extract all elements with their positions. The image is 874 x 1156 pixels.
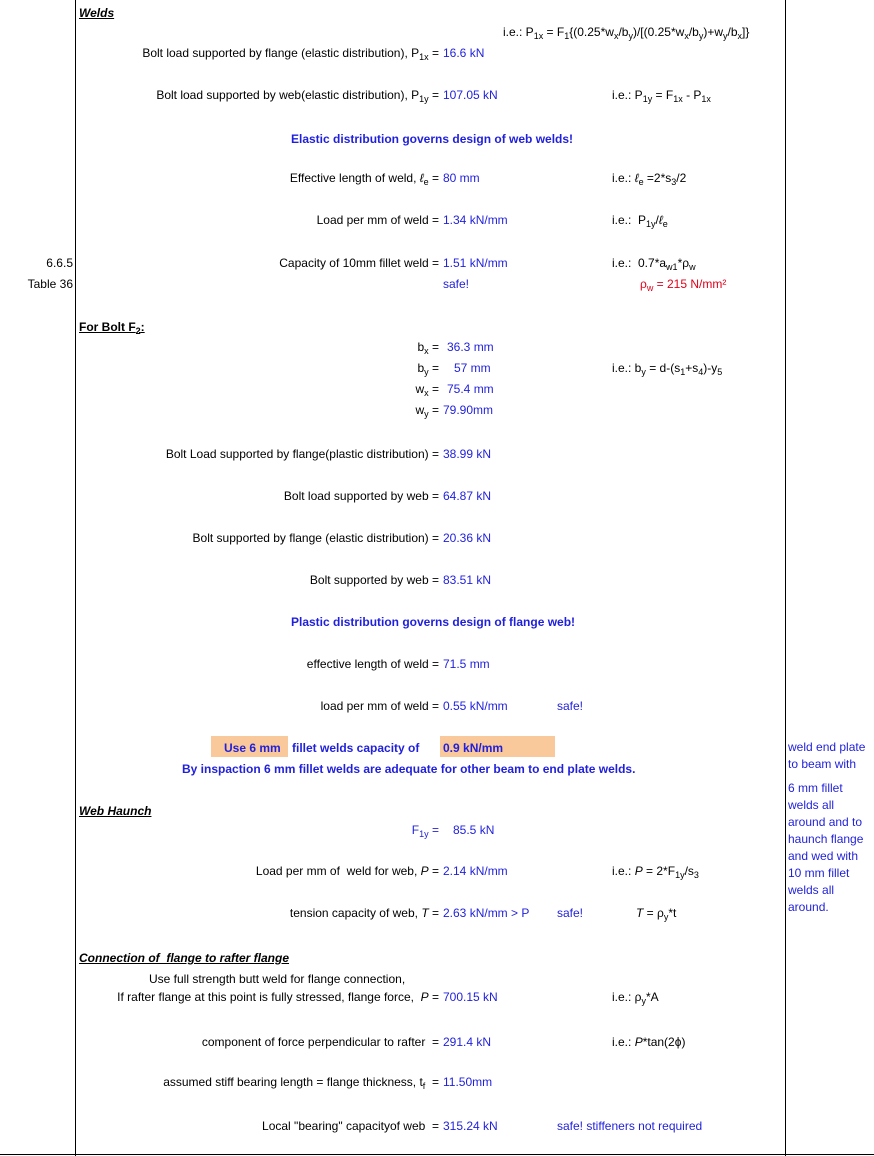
wx-label: $w_x$ =	[415, 382, 439, 398]
welds-heading: Welds	[79, 6, 115, 20]
haunch-load-formula: i.e.: $P = 2*F_{1y}/s_3$	[612, 864, 699, 880]
tension-value: 2.63 kN/mm > P	[443, 906, 530, 920]
web-elastic-value: 83.51 kN	[443, 573, 492, 587]
flange-plastic-label: Bolt Load supported by flange(plastic distribution) =	[165, 447, 439, 461]
side-note-1: weld end plate to beam with	[788, 740, 866, 771]
web-elastic-label: Bolt supported by web =	[309, 573, 439, 587]
p1x-value: 16.6 kN	[443, 46, 485, 60]
capacity-value: 1.51 kN/mm	[443, 256, 508, 270]
bx-value: 36.3 mm	[447, 340, 494, 354]
capacity-label: Capacity of 10mm fillet weld =	[279, 256, 439, 270]
use-mid-text: fillet welds capacity of	[292, 741, 420, 755]
flange-force-formula: i.e.: $\rho_y*A$	[612, 990, 659, 1006]
welds-load-mm-label: Load per mm of weld =	[316, 213, 439, 227]
capacity-status: safe!	[443, 277, 470, 291]
welds-eff-len-label: Effective length of weld, ℓ$_e$ =	[289, 171, 439, 187]
flange-force-label: If rafter flange at this point is fully stressed, flange force, P =	[117, 990, 439, 1004]
by-formula: i.e.: $b_y = d-(s_1+s_4)-y_5$	[612, 361, 723, 377]
flange-plastic-value: 38.99 kN	[443, 447, 492, 461]
f1y-label: $F_{1y}$ =	[411, 823, 439, 839]
haunch-load-value: 2.14 kN/mm	[443, 864, 508, 878]
bx-label: $b_x$ =	[417, 340, 439, 356]
bearing-cap-label: Local "bearing" capacityof web =	[262, 1119, 439, 1133]
wx-value: 75.4 mm	[447, 382, 494, 396]
tension-formula: $T = \rho_y*t$	[636, 906, 677, 922]
p1x-label: Bolt load supported by flange (elastic distribution), $P_{1x}$ =	[142, 46, 439, 62]
bearing-len-label: assumed stiff bearing length = flange thickness, $t_f$ =	[163, 1075, 439, 1091]
tension-status: safe!	[557, 906, 584, 920]
bearing-cap-value: 315.24 kN	[443, 1119, 498, 1133]
f2-eff-len-label: effective length of weld =	[306, 657, 439, 671]
welds-load-mm-value: 1.34 kN/mm	[443, 213, 508, 227]
flange-elastic-label: Bolt supported by flange (elastic distribution) =	[192, 531, 439, 545]
bottom-border	[0, 1154, 874, 1155]
perp-formula: i.e.: P*tan(2ϕ)	[612, 1035, 686, 1049]
web-plastic-label: Bolt load supported by web =	[283, 489, 439, 503]
f2-load-mm-value: 0.55 kN/mm	[443, 699, 508, 713]
perp-label: component of force perpendicular to rafter =	[201, 1035, 439, 1049]
capacity-formula: i.e.: $0.7*a_{w1}*\rho_w$	[612, 256, 696, 272]
by-label: $b_y$ =	[417, 361, 439, 377]
f1y-value: 85.5 kN	[453, 823, 495, 837]
web-plastic-value: 64.87 kN	[443, 489, 492, 503]
tension-label: tension capacity of web, T =	[289, 906, 439, 920]
haunch-load-label: Load per mm of weld for web, P =	[255, 864, 439, 878]
p1y-label: Bolt load supported by web(elastic distribution), $P_{1y}$ =	[156, 88, 439, 104]
elastic-note: Elastic distribution governs design of web welds!	[291, 132, 574, 146]
bolt-f2-heading: For Bolt $F_2$:	[79, 320, 145, 336]
side-note-2: 6 mm fillet welds all around and to haunch flange and wed with 10 mm fillet welds all around.	[788, 781, 864, 914]
left-column-divider	[75, 0, 76, 1156]
connection-heading: Connection of flange to rafter flange	[79, 951, 290, 965]
wy-value: 79.90mm	[443, 403, 494, 417]
flange-elastic-value: 20.36 kN	[443, 531, 492, 545]
clause-ref: 6.6.5	[46, 256, 73, 270]
bearing-len-value: 11.50mm	[443, 1075, 493, 1089]
p1y-formula: i.e.: $P_{1y} = F_{1x} - P_{1x}$	[612, 88, 711, 104]
web-haunch-heading: Web Haunch	[79, 804, 152, 818]
welds-eff-len-formula: i.e.: ℓ$_e$ $=2*s_3/2$	[612, 171, 687, 187]
f2-eff-len-value: 71.5 mm	[443, 657, 490, 671]
butt-weld-note: Use full strength butt weld for flange connection,	[149, 972, 406, 986]
table-ref: Table 36	[27, 277, 73, 291]
f2-load-mm-label: load per mm of weld =	[320, 699, 439, 713]
wy-label: $w_y$ =	[415, 403, 439, 419]
welds-load-mm-formula: i.e.: $P_{1y}/\ell_e$	[612, 213, 668, 229]
rho-w-value: $\rho_w = 215$ N/mm²	[640, 277, 727, 293]
by-value: 57 mm	[454, 361, 491, 375]
f2-load-mm-status: safe!	[557, 699, 584, 713]
use-value: 0.9 kN/mm	[443, 741, 504, 755]
use-label: Use 6 mm	[224, 741, 281, 755]
flange-force-value: 700.15 kN	[443, 990, 498, 1004]
plastic-note: Plastic distribution governs design of flange web!	[291, 615, 576, 629]
right-column-divider	[785, 0, 786, 1156]
bearing-cap-status: safe! stiffeners not required	[557, 1119, 703, 1133]
p1y-value: 107.05 kN	[443, 88, 498, 102]
perp-value: 291.4 kN	[443, 1035, 492, 1049]
welds-eff-len-value: 80 mm	[443, 171, 480, 185]
inspection-note: By inspaction 6 mm fillet welds are adequate for other beam to end plate welds.	[182, 762, 636, 776]
p1x-formula: i.e.: $P_{1x} = F_1\{(0.25*w_x/b_y)/[(0.25*w_x/b_y)+w_y/b_x]\}$	[503, 25, 750, 41]
